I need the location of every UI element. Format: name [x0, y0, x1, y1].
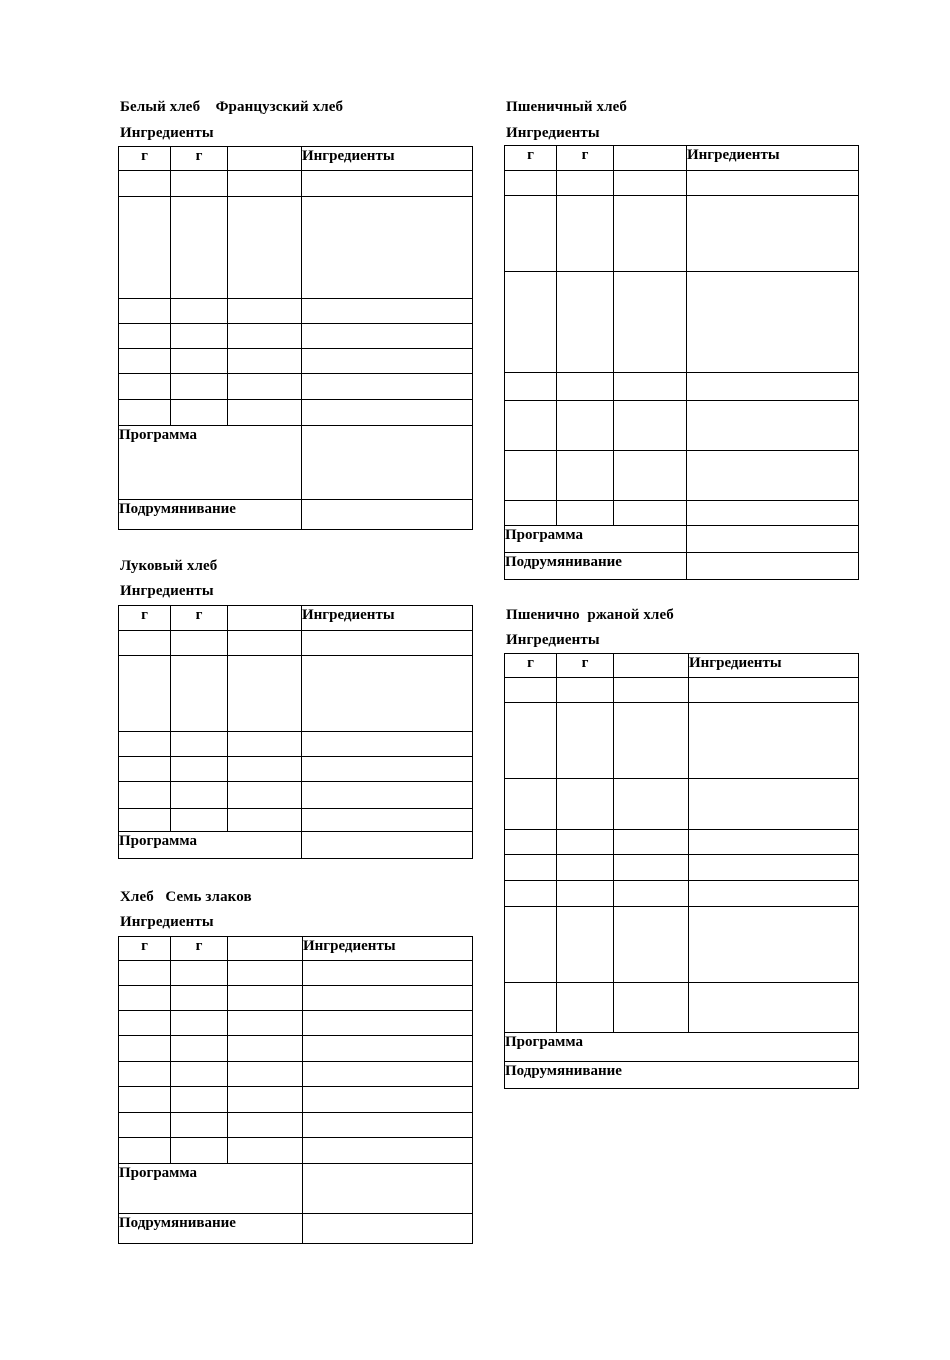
program-value: [302, 832, 473, 859]
table-row: [505, 779, 859, 830]
column-header-grams-2: г: [171, 937, 228, 961]
table-row: [505, 401, 859, 451]
table-row: [505, 171, 859, 196]
recipe-title-onion: Луковый хлеб: [120, 558, 218, 574]
program-label: Программа: [119, 832, 302, 859]
recipe-title-wheat-rye: Пшенично ржаной хлеб: [506, 607, 674, 623]
recipe-title-seven-grains: Хлеб Семь злаков: [120, 889, 252, 905]
column-header-ingredients: Ингредиенты: [687, 146, 859, 171]
ingredients-subtitle-onion: Ингредиенты: [120, 583, 214, 599]
ingredients-subtitle-wheat-rye: Ингредиенты: [506, 632, 600, 648]
table-row: [119, 1062, 473, 1087]
table-row: [119, 782, 473, 809]
recipe-table-wheat: [504, 145, 859, 580]
ingredients-subtitle-white: Ингредиенты: [120, 125, 214, 141]
column-header-ingredients: Ингредиенты: [689, 654, 859, 678]
table-row: [119, 374, 473, 400]
column-header-grams-2: г: [557, 146, 614, 171]
program-value: [302, 426, 473, 500]
recipe-table-onion: [118, 605, 473, 859]
table-row: [505, 451, 859, 501]
column-header-blank: [614, 146, 687, 171]
table-row: [119, 757, 473, 782]
recipe-table-white: [118, 146, 473, 530]
program-label: Программа: [119, 1164, 303, 1214]
table-row: [119, 171, 473, 197]
browning-value: [687, 553, 859, 580]
table-row: [505, 881, 859, 907]
table-row: [119, 1087, 473, 1113]
table-row: [505, 907, 859, 983]
table-row: [119, 197, 473, 299]
table-row: [119, 809, 473, 832]
browning-row: [505, 553, 859, 580]
program-label: Программа: [505, 526, 687, 553]
ingredients-subtitle-seven-grains: Ингредиенты: [120, 914, 214, 930]
table-row: [119, 732, 473, 757]
column-header-blank: [228, 937, 303, 961]
column-header-ingredients: Ингредиенты: [302, 606, 473, 631]
table-row: [119, 656, 473, 732]
column-header-grams-2: г: [171, 606, 228, 631]
table-row: [119, 1011, 473, 1036]
table-row: [119, 631, 473, 656]
table-header-row: [119, 606, 473, 631]
column-header-grams-1: г: [505, 654, 557, 678]
column-header-blank: [228, 147, 302, 171]
column-header-blank: [228, 606, 302, 631]
table-row: [119, 299, 473, 324]
browning-label: Подрумянивание: [119, 1214, 303, 1244]
table-row: [505, 373, 859, 401]
browning-row: [119, 1214, 473, 1244]
recipe-title-white: Белый хлеб Французский хлеб: [120, 99, 344, 115]
table-row: [119, 349, 473, 374]
column-header-grams-2: г: [171, 147, 228, 171]
table-row: [119, 1036, 473, 1062]
table-row: [505, 196, 859, 272]
program-row: [119, 426, 473, 500]
browning-label: Подрумянивание: [505, 553, 687, 580]
program-row: [505, 1033, 859, 1062]
table-header-row: [119, 147, 473, 171]
program-value: [687, 526, 859, 553]
browning-value: [303, 1214, 473, 1244]
column-header-ingredients: Ингредиенты: [302, 147, 473, 171]
table-row: [505, 678, 859, 703]
table-row: [119, 1113, 473, 1138]
table-row: [505, 855, 859, 881]
program-label: Программа: [505, 1033, 859, 1062]
table-row: [119, 400, 473, 426]
program-row: [505, 526, 859, 553]
column-header-ingredients: Ингредиенты: [303, 937, 473, 961]
column-header-grams-2: г: [557, 654, 614, 678]
browning-value: [302, 500, 473, 530]
table-row: [505, 501, 859, 526]
recipe-table-wheat-rye: [504, 653, 859, 1089]
table-row: [119, 1138, 473, 1164]
recipe-title-wheat: Пшеничный хлеб: [506, 99, 627, 115]
column-header-grams-1: г: [119, 606, 171, 631]
program-label: Программа: [119, 426, 302, 500]
table-header-row: [119, 937, 473, 961]
table-row: [505, 272, 859, 373]
table-row: [119, 986, 473, 1011]
column-header-blank: [614, 654, 689, 678]
browning-row: [119, 500, 473, 530]
column-header-grams-1: г: [505, 146, 557, 171]
table-header-row: [505, 146, 859, 171]
column-header-grams-1: г: [119, 937, 171, 961]
table-header-row: [505, 654, 859, 678]
table-row: [119, 324, 473, 349]
column-header-grams-1: г: [119, 147, 171, 171]
program-value: [303, 1164, 473, 1214]
table-row: [505, 983, 859, 1033]
browning-row: [505, 1062, 859, 1089]
table-row: [119, 961, 473, 986]
ingredients-subtitle-wheat: Ингредиенты: [506, 125, 600, 141]
table-row: [505, 830, 859, 855]
table-row: [505, 703, 859, 779]
program-row: [119, 832, 473, 859]
browning-label: Подрумянивание: [119, 500, 302, 530]
browning-label: Подрумянивание: [505, 1062, 859, 1089]
recipe-table-seven-grains: [118, 936, 473, 1244]
program-row: [119, 1164, 473, 1214]
